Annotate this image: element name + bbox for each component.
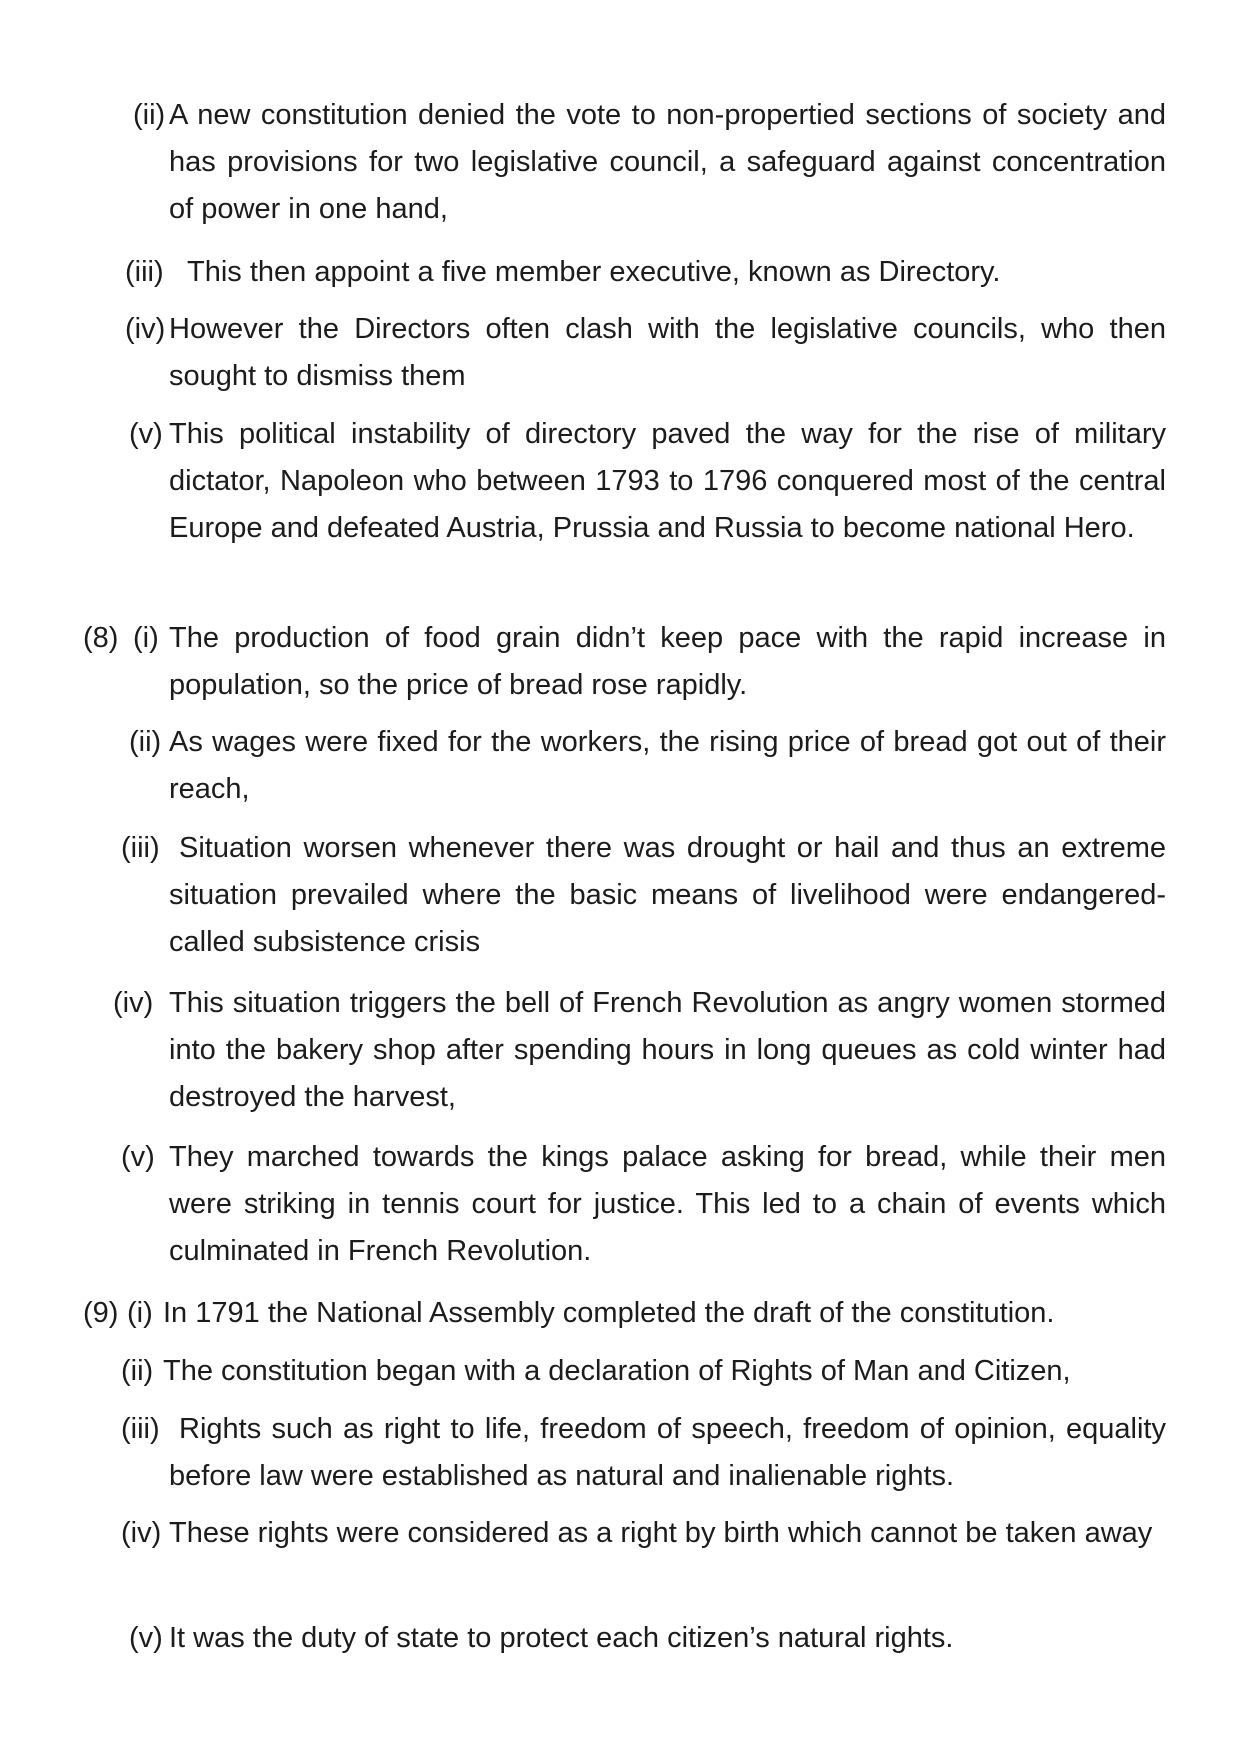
item-text: This political instability of directory paved the way for the rise of military dictator, Napoleon who between 1793 to 1796 conquered most of the central Europe and defeated Austria, Prussia and Russia to become national Hero. bbox=[169, 418, 1166, 544]
list-item bbox=[113, 980, 1166, 1121]
item-text: As wages were fixed for the workers, the rising price of bread got out of their reach, bbox=[169, 726, 1166, 805]
item-number: (ii) bbox=[129, 726, 162, 758]
item-text: In 1791 the National Assembly completed the draft of the constitution. bbox=[163, 1297, 1055, 1329]
item-text: Rights such as right to life, freedom of speech, freedom of opinion, equality before law were established as natural and inalienable rights. bbox=[169, 1413, 1166, 1492]
list-item bbox=[129, 411, 1166, 552]
list-item bbox=[121, 1510, 1166, 1557]
list-item bbox=[121, 1348, 1166, 1395]
item-group-number: (8) bbox=[83, 622, 119, 654]
item-number: (iii) bbox=[121, 1413, 160, 1445]
item-number: (ii) bbox=[133, 99, 166, 131]
list-item bbox=[121, 825, 1166, 966]
list-item bbox=[133, 92, 1166, 233]
item-number: (i) bbox=[133, 622, 159, 654]
item-number: (ii) bbox=[121, 1355, 154, 1387]
item-number: (iv) bbox=[125, 313, 166, 345]
item-text: Situation worsen whenever there was drought or hail and thus an extreme situation prevailed where the basic means of livelihood were endangered-called subsistence crisis bbox=[169, 832, 1166, 958]
item-number: (iii) bbox=[125, 256, 164, 288]
list-item bbox=[125, 306, 1166, 400]
item-number: (iv) bbox=[121, 1517, 162, 1549]
item-text: It was the duty of state to protect each citizen’s natural rights. bbox=[169, 1622, 954, 1654]
item-group-number: (9) bbox=[83, 1297, 119, 1329]
item-text: The production of food grain didn’t keep pace with the rapid increase in population, so the price of bread rose rapidly. bbox=[169, 622, 1166, 701]
item-text: The constitution began with a declaration of Rights of Man and Citizen, bbox=[163, 1355, 1071, 1387]
item-number: (v) bbox=[129, 1622, 163, 1654]
item-text: However the Directors often clash with the legislative councils, who then sought to dismiss them bbox=[169, 313, 1166, 392]
item-number: (iii) bbox=[121, 832, 160, 864]
item-number: (iv) bbox=[113, 987, 154, 1019]
item-number: (v) bbox=[129, 418, 163, 450]
list-item bbox=[121, 1406, 1166, 1500]
item-number: (i) bbox=[127, 1297, 153, 1329]
item-text: These rights were considered as a right by birth which cannot be taken away bbox=[169, 1517, 1153, 1549]
list-item bbox=[83, 615, 1166, 709]
item-number: (v) bbox=[121, 1141, 155, 1173]
list-item bbox=[129, 1615, 1166, 1662]
item-text: This then appoint a five member executive, known as Directory. bbox=[187, 256, 1001, 288]
item-text: They marched towards the kings palace asking for bread, while their men were striking in tennis court for justice. This led to a chain of events which culminated in French Revolution. bbox=[169, 1141, 1166, 1267]
list-item bbox=[129, 719, 1166, 813]
list-item bbox=[83, 1290, 1166, 1337]
item-text: A new constitution denied the vote to non-propertied sections of society and has provisions for two legislative council, a safeguard against concentration of power in one hand, bbox=[169, 99, 1166, 225]
list-item bbox=[121, 1134, 1166, 1275]
item-text: This situation triggers the bell of French Revolution as angry women stormed into the bakery shop after spending hours in long queues as cold winter had destroyed the harvest, bbox=[169, 987, 1166, 1113]
list-item bbox=[125, 249, 1166, 296]
